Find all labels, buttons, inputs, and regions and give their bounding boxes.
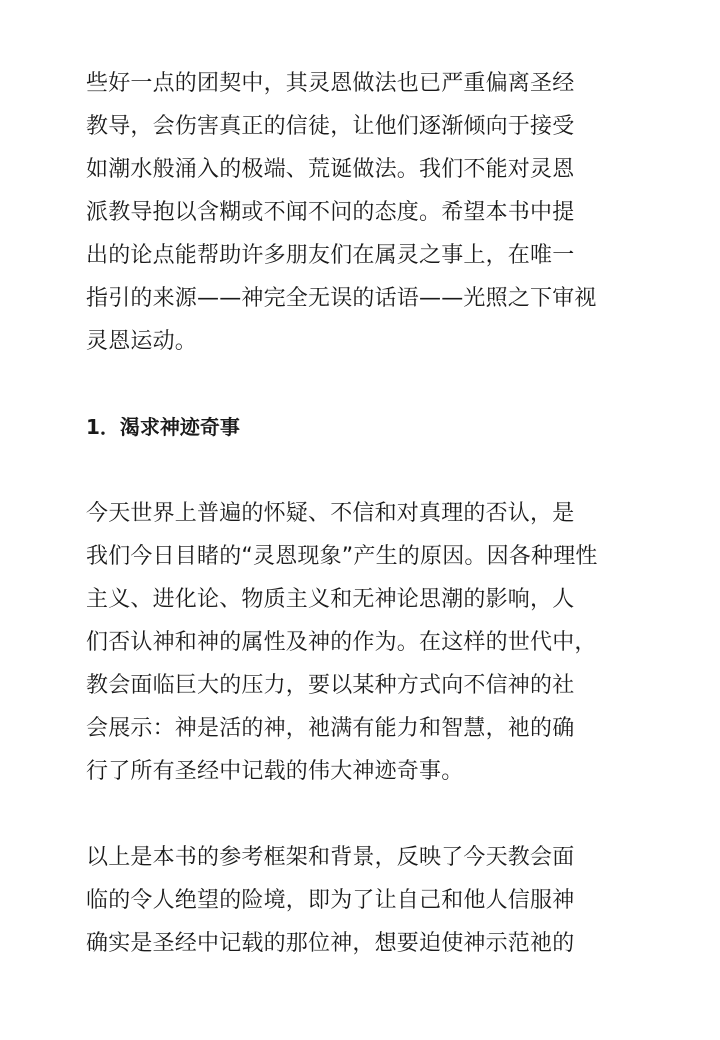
text-line: 确实是圣经中记载的那位神，想要迫使神示范祂的 [86, 931, 575, 956]
text-line: 行了所有圣经中记载的伟大神迹奇事。 [86, 759, 464, 784]
text-line: 会展示：神是活的神，祂满有能力和智慧，祂的确 [86, 716, 575, 741]
text-line: 出的论点能帮助许多朋友们在属灵之事上，在唯一 [86, 243, 575, 268]
paragraph-spacer [86, 363, 646, 406]
paragraph-1 [86, 62, 646, 363]
text-line: 临的令人绝望的险境，即为了让自己和他人信服神 [86, 888, 575, 913]
text-line: 教导，会伤害真正的信徒，让他们逐渐倾向于接受 [86, 114, 575, 139]
text-line: 我们今日目睹的“灵恩现象”产生的原因。因各种理性 [86, 544, 598, 569]
text-line: 派教导抱以含糊或不闻不问的态度。希望本书中提 [86, 200, 575, 225]
text-line: 今天世界上普遍的怀疑、不信和对真理的否认，是 [86, 501, 575, 526]
text-line: 些好一点的团契中，其灵恩做法也已严重偏离圣经 [86, 71, 575, 96]
paragraph-spacer [86, 793, 646, 836]
text-line: 教会面临巨大的压力，要以某种方式向不信神的社 [86, 673, 575, 698]
text-line: 如潮水般涌入的极端、荒诞做法。我们不能对灵恩 [86, 157, 575, 182]
text-line: 灵恩运动。 [86, 329, 198, 354]
section-heading: 1．渴求神迹奇事 [86, 415, 240, 439]
paragraph-3 [86, 836, 646, 965]
text-line: 主义、进化论、物质主义和无神论思潮的影响，人 [86, 587, 575, 612]
paragraph-2 [86, 492, 646, 793]
text-line: 指引的来源——神完全无误的话语——光照之下审视 [86, 286, 597, 311]
text-line: 们否认神和神的属性及神的作为。在这样的世代中， [86, 630, 597, 655]
paragraph-spacer [86, 449, 646, 492]
text-line: 以上是本书的参考框架和背景，反映了今天教会面 [86, 845, 575, 870]
document-page [86, 62, 646, 965]
